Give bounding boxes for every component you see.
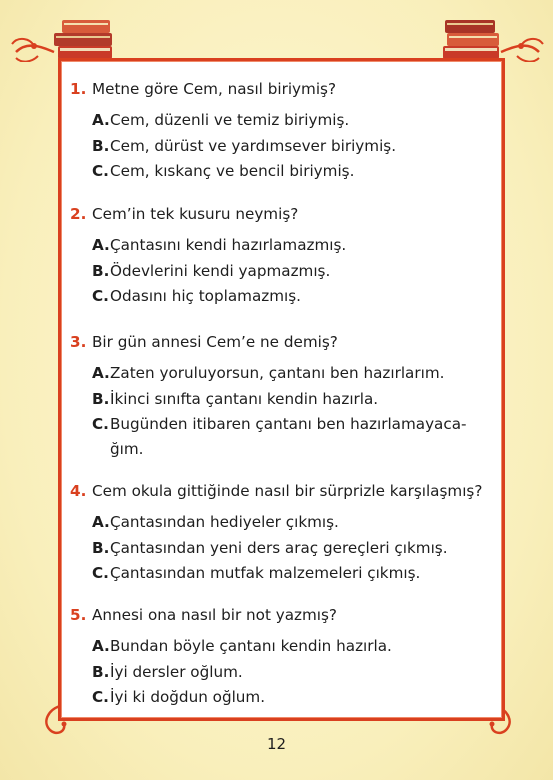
- option-letter: B.: [92, 261, 110, 280]
- option-text: Cem, düzenli ve temiz biriymiş.: [110, 111, 350, 129]
- option-text: İyi dersler oğlum.: [110, 662, 243, 681]
- option-letter: A.: [92, 513, 110, 531]
- books-stack-left-icon: [8, 0, 118, 62]
- option-b: [92, 536, 482, 562]
- option-letter: B.: [92, 389, 110, 408]
- option-b: [92, 134, 396, 160]
- question-text: Bir gün annesi Cem’e ne demiş?: [92, 333, 338, 351]
- option-letter: A.: [92, 364, 110, 382]
- option-letter: C.: [92, 564, 109, 583]
- option-c: [92, 159, 396, 185]
- option-a: [92, 634, 392, 660]
- option-text: İyi ki doğdun oğlum.: [110, 688, 266, 707]
- option-a: [92, 510, 482, 536]
- option-letter: B.: [92, 136, 110, 155]
- question-5: [70, 606, 392, 711]
- question-3: [70, 333, 467, 460]
- option-letter: B.: [92, 538, 110, 557]
- option-text: Cem, kıskanç ve bencil biriymiş.: [110, 162, 355, 181]
- option-b: [92, 259, 346, 285]
- option-text: Bundan böyle çantanı kendin hazırla.: [110, 637, 392, 655]
- option-text: Zaten yoruluyorsun, çantanı ben hazırlarım.: [110, 364, 445, 382]
- option-letter: C.: [92, 162, 109, 181]
- question-number: 4.: [70, 482, 87, 500]
- option-c: [92, 284, 346, 310]
- option-c: [92, 685, 392, 711]
- option-a: [92, 108, 396, 134]
- question-4: [70, 482, 482, 587]
- option-letter: A.: [92, 637, 110, 655]
- option-letter: C.: [92, 287, 109, 306]
- question-number: 5.: [70, 606, 87, 624]
- question-number: 1.: [70, 80, 87, 98]
- books-stack-right-icon: [437, 0, 547, 62]
- option-text: Çantasından hediyeler çıkmış.: [110, 513, 339, 531]
- option-text: Çantasını kendi hazırlamazmış.: [110, 236, 347, 254]
- option-text: İkinci sınıfta çantanı kendin hazırla.: [110, 389, 379, 408]
- option-a: [92, 361, 467, 387]
- option-text: Ödevlerini kendi yapmazmış.: [110, 261, 331, 280]
- option-letter: B.: [92, 662, 110, 681]
- option-c-continuation: ğım.: [110, 440, 144, 459]
- option-c: [92, 412, 467, 438]
- option-text: Cem, dürüst ve yardımsever biriymiş.: [110, 136, 397, 155]
- page-number: 12: [266, 735, 287, 753]
- option-letter: A.: [92, 236, 110, 254]
- option-c: [92, 561, 482, 587]
- question-number: 3.: [70, 333, 87, 351]
- option-a: [92, 233, 346, 259]
- option-b: [92, 387, 467, 413]
- option-letter: C.: [92, 688, 109, 707]
- question-text: Annesi ona nasıl bir not yazmış?: [92, 606, 337, 624]
- option-text: Odasını hiç toplamazmış.: [110, 287, 301, 306]
- question-number: 2.: [70, 205, 87, 223]
- option-b: [92, 660, 392, 686]
- option-text: Çantasından mutfak malzemeleri çıkmış.: [110, 564, 421, 583]
- option-letter: C.: [92, 415, 109, 434]
- option-text: Bugünden itibaren çantanı ben hazırlamayaca-: [110, 415, 467, 434]
- question-text: Cem’in tek kusuru neymiş?: [92, 205, 299, 223]
- question-text: Metne göre Cem, nasıl biriymiş?: [92, 80, 337, 98]
- option-letter: A.: [92, 111, 110, 129]
- question-text: Cem okula gittiğinde nasıl bir sürprizle karşılaşmış?: [92, 482, 483, 500]
- question-1: [70, 80, 396, 185]
- option-text: Çantasından yeni ders araç gereçleri çıkmış.: [110, 538, 448, 557]
- question-2: [70, 205, 346, 310]
